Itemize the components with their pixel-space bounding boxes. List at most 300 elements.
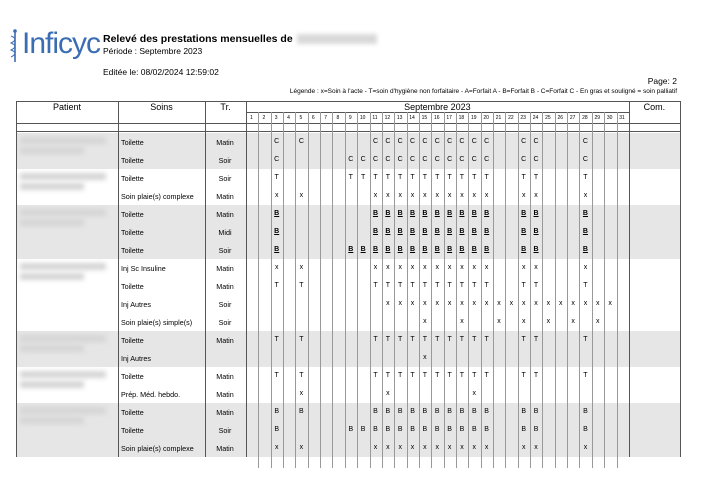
soin-label: Toilette	[121, 210, 144, 219]
day-mark: B	[372, 246, 379, 253]
day-mark: B	[484, 246, 490, 253]
col-soins-header: Soins	[150, 102, 173, 112]
day-mark: T	[422, 174, 428, 181]
day-mark: B	[533, 426, 539, 433]
day-divider	[530, 112, 531, 468]
day-mark: C	[484, 156, 490, 163]
day-mark: T	[373, 336, 378, 343]
day-mark: B	[410, 246, 416, 253]
caduceus-icon	[10, 28, 20, 62]
day-mark: B	[372, 210, 379, 217]
day-divider	[518, 112, 519, 468]
tr-label: Matin	[216, 264, 234, 273]
day-mark: T	[447, 336, 452, 343]
day-mark: B	[434, 228, 440, 235]
day-mark: T	[385, 336, 390, 343]
tr-label: Soir	[218, 246, 232, 255]
day-mark: x	[435, 444, 439, 451]
day-mark: x	[472, 264, 477, 271]
day-mark: x	[423, 318, 427, 325]
day-mark: T	[472, 336, 477, 343]
day-mark: B	[397, 228, 403, 235]
patient-name-redacted	[20, 407, 106, 414]
day-mark: B	[422, 210, 428, 217]
patient-name-redacted	[20, 417, 84, 424]
tr-label: Soir	[218, 426, 232, 435]
day-mark: C	[471, 138, 477, 145]
soin-label: Toilette	[121, 336, 144, 345]
day-header: 26	[557, 115, 564, 121]
col-com-header: Com.	[643, 102, 666, 112]
report-period: Période : Septembre 2023	[103, 46, 203, 56]
day-header: 11	[372, 115, 378, 121]
day-mark: B	[459, 228, 465, 235]
day-header: 15	[421, 115, 428, 121]
day-header: 10	[359, 115, 366, 121]
day-mark: C	[274, 138, 280, 145]
day-mark: T	[447, 174, 452, 181]
day-mark: T	[459, 336, 465, 343]
soin-label: Toilette	[121, 174, 144, 183]
day-mark: x	[274, 192, 279, 199]
day-divider	[332, 112, 333, 468]
day-mark: T	[398, 336, 403, 343]
edit-date: Editée le: 08/02/2024 12:59:02	[103, 67, 219, 77]
day-header: 27	[569, 115, 576, 121]
day-mark: x	[509, 300, 514, 307]
tr-label: Matin	[216, 282, 234, 291]
day-mark: x	[447, 300, 452, 307]
patient-name-redacted	[20, 263, 106, 270]
tr-label: Matin	[216, 192, 234, 201]
day-header: 21	[495, 115, 502, 121]
day-header: 22	[508, 115, 514, 121]
day-mark: B	[274, 246, 280, 253]
day-mark: x	[497, 318, 501, 325]
day-header: 18	[458, 115, 465, 121]
day-mark: B	[582, 210, 588, 217]
tr-label: Matin	[216, 336, 234, 345]
day-mark: B	[434, 246, 440, 253]
day-mark: B	[447, 246, 453, 253]
day-mark: x	[460, 444, 464, 451]
tr-label: Soir	[218, 300, 232, 309]
day-mark: B	[274, 210, 280, 217]
day-mark: C	[372, 138, 379, 145]
day-mark: B	[521, 246, 527, 253]
day-mark: x	[472, 444, 477, 451]
day-mark: x	[521, 444, 526, 451]
day-divider	[382, 112, 383, 468]
day-mark: x	[410, 444, 415, 451]
day-mark: T	[361, 174, 366, 181]
tr-label: Matin	[216, 390, 234, 399]
soin-label: Toilette	[121, 426, 144, 435]
soin-label: Toilette	[121, 372, 144, 381]
day-mark: x	[447, 264, 452, 271]
day-mark: x	[423, 264, 427, 271]
day-mark: C	[447, 156, 453, 163]
day-header: 30	[606, 115, 613, 121]
day-mark: B	[422, 228, 428, 235]
logo-text: Inficyc	[22, 27, 101, 60]
day-mark: C	[434, 156, 440, 163]
day-mark: C	[397, 138, 403, 145]
day-mark: x	[484, 300, 489, 307]
column-divider	[680, 101, 681, 457]
column-divider	[205, 101, 206, 457]
day-mark: B	[484, 408, 489, 415]
day-mark: T	[533, 174, 539, 181]
day-divider	[431, 112, 432, 468]
inficyc-logo	[6, 24, 101, 64]
day-mark: B	[471, 426, 477, 433]
day-divider	[258, 112, 259, 468]
day-mark: T	[521, 336, 526, 343]
day-mark: C	[422, 138, 428, 145]
day-mark: T	[274, 174, 279, 181]
patient-name-redacted	[20, 137, 106, 144]
day-mark: T	[484, 372, 489, 379]
day-divider	[419, 112, 420, 468]
day-mark: B	[583, 408, 588, 415]
day-mark: B	[447, 210, 453, 217]
day-mark: B	[385, 228, 391, 235]
day-mark: T	[410, 336, 415, 343]
day-divider	[567, 112, 568, 468]
column-divider	[246, 101, 247, 457]
day-mark: x	[559, 300, 563, 307]
day-header: 19	[471, 115, 477, 121]
column-divider	[629, 101, 630, 457]
page-number: Page: 2	[647, 76, 677, 86]
day-mark: B	[373, 426, 378, 433]
day-mark: B	[521, 228, 527, 235]
day-mark: T	[435, 372, 440, 379]
report-title: Relevé des prestations mensuelles de	[103, 33, 377, 45]
day-header: 28	[582, 115, 588, 121]
day-header: 24	[532, 115, 539, 121]
day-mark: B	[434, 408, 440, 415]
day-divider	[456, 112, 457, 468]
day-header: 23	[520, 115, 526, 121]
day-mark: C	[298, 138, 304, 145]
day-mark: C	[484, 138, 490, 145]
day-mark: x	[435, 264, 439, 271]
day-mark: x	[423, 192, 427, 199]
day-mark: x	[571, 318, 575, 325]
day-divider	[604, 112, 605, 468]
soin-label: Toilette	[121, 408, 144, 417]
day-mark: T	[583, 282, 588, 289]
day-mark: T	[484, 336, 489, 343]
day-mark: B	[410, 228, 416, 235]
day-divider	[320, 112, 321, 468]
day-header: 7	[324, 115, 327, 121]
day-mark: B	[410, 210, 416, 217]
day-mark: T	[274, 336, 279, 343]
day-mark: B	[582, 246, 588, 253]
day-mark: B	[385, 408, 391, 415]
day-mark: x	[521, 264, 526, 271]
day-mark: x	[472, 192, 477, 199]
day-mark: T	[447, 282, 452, 289]
day-mark: B	[459, 246, 465, 253]
day-divider	[407, 112, 408, 468]
day-mark: B	[471, 408, 477, 415]
day-header: 8	[336, 115, 340, 121]
day-mark: x	[534, 192, 538, 199]
day-mark: x	[521, 318, 526, 325]
day-divider	[345, 112, 346, 468]
day-header: 9	[348, 115, 352, 121]
day-mark: x	[398, 444, 402, 451]
tr-label: Matin	[216, 210, 234, 219]
day-mark: T	[299, 336, 304, 343]
day-divider	[468, 112, 469, 468]
day-mark: x	[398, 300, 402, 307]
day-mark: x	[484, 264, 489, 271]
day-mark: x	[460, 318, 464, 325]
day-mark: T	[410, 174, 415, 181]
day-mark: B	[385, 246, 391, 253]
day-header: 16	[433, 115, 440, 121]
patient-name-redacted	[20, 173, 106, 180]
day-mark: T	[533, 336, 539, 343]
day-mark: B	[484, 228, 490, 235]
day-mark: T	[398, 174, 403, 181]
day-mark: B	[397, 426, 403, 433]
day-header: 13	[396, 115, 403, 121]
day-mark: C	[459, 138, 465, 145]
day-mark: T	[373, 372, 378, 379]
soin-label: Inj Autres	[121, 300, 151, 309]
day-mark: B	[397, 210, 403, 217]
day-header: 14	[409, 115, 415, 121]
soin-label: Toilette	[121, 156, 144, 165]
day-mark: T	[299, 282, 304, 289]
patient-name-redacted	[20, 381, 84, 388]
day-mark: B	[533, 210, 539, 217]
day-mark: C	[410, 138, 416, 145]
day-mark: B	[447, 228, 453, 235]
day-mark: T	[484, 174, 489, 181]
day-header: 29	[594, 115, 601, 121]
day-mark: B	[422, 426, 428, 433]
day-mark: B	[348, 246, 354, 253]
day-mark: T	[521, 282, 526, 289]
day-divider	[493, 112, 494, 468]
day-mark: B	[360, 246, 366, 253]
day-mark: B	[583, 426, 588, 433]
day-header: 12	[384, 115, 391, 121]
day-mark: B	[348, 426, 354, 433]
day-mark: B	[521, 426, 527, 433]
day-mark: B	[410, 408, 415, 415]
day-mark: C	[521, 138, 527, 145]
day-header: 5	[299, 115, 303, 121]
day-mark: T	[422, 336, 428, 343]
day-mark: x	[497, 300, 501, 307]
patient-name-redacted	[20, 209, 106, 216]
day-mark: x	[447, 444, 452, 451]
tr-label: Soir	[218, 318, 232, 327]
day-mark: T	[299, 372, 304, 379]
day-mark: x	[472, 300, 477, 307]
day-divider	[555, 112, 556, 468]
day-mark: x	[299, 390, 304, 397]
day-header: 6	[311, 115, 315, 121]
day-mark: B	[422, 246, 428, 253]
day-mark: x	[386, 192, 390, 199]
day-mark: x	[398, 264, 402, 271]
day-mark: B	[484, 210, 490, 217]
day-mark: T	[447, 372, 452, 379]
day-divider	[617, 112, 618, 468]
day-mark: C	[459, 156, 465, 163]
day-mark: C	[521, 156, 527, 163]
day-mark: T	[472, 372, 477, 379]
day-mark: x	[274, 444, 279, 451]
day-mark: x	[521, 192, 526, 199]
day-mark: x	[410, 192, 415, 199]
day-mark: T	[348, 174, 353, 181]
soin-label: Soin plaie(s) simple(s)	[121, 318, 193, 327]
day-mark: x	[299, 264, 304, 271]
day-header: 31	[619, 115, 625, 121]
day-divider	[542, 112, 543, 468]
day-mark: B	[360, 426, 366, 433]
day-mark: C	[471, 156, 477, 163]
tr-label: Soir	[218, 156, 232, 165]
day-mark: C	[582, 138, 588, 145]
day-mark: B	[447, 426, 452, 433]
day-mark: B	[521, 408, 527, 415]
day-mark: B	[373, 408, 378, 415]
day-mark: B	[533, 228, 539, 235]
day-mark: B	[533, 246, 539, 253]
day-mark: T	[533, 282, 539, 289]
header-mid-line	[246, 112, 629, 113]
soin-label: Toilette	[121, 228, 144, 237]
day-mark: C	[533, 156, 539, 163]
day-mark: C	[533, 138, 539, 145]
col-tr-header: Tr.	[220, 102, 231, 112]
day-mark: C	[348, 156, 354, 163]
col-patient-header: Patient	[52, 102, 82, 112]
day-mark: T	[583, 336, 588, 343]
day-mark: x	[460, 192, 464, 199]
patient-name-redacted	[20, 345, 84, 352]
tr-label: Soir	[218, 174, 232, 183]
day-mark: T	[459, 174, 465, 181]
day-mark: C	[360, 156, 366, 163]
tr-label: Matin	[216, 372, 234, 381]
day-mark: x	[546, 318, 551, 325]
day-mark: B	[410, 426, 415, 433]
day-mark: x	[423, 354, 427, 361]
tr-label: Midi	[218, 228, 232, 237]
day-mark: x	[410, 264, 415, 271]
day-mark: T	[435, 174, 440, 181]
day-mark: x	[583, 444, 588, 451]
patient-name-redacted	[20, 273, 84, 280]
day-mark: B	[471, 228, 477, 235]
day-divider	[357, 112, 358, 468]
day-divider	[394, 112, 395, 468]
day-mark: C	[447, 138, 453, 145]
day-header: 17	[446, 115, 452, 121]
day-mark: T	[274, 372, 279, 379]
day-mark: B	[471, 246, 477, 253]
day-mark: T	[385, 372, 390, 379]
day-mark: B	[397, 408, 403, 415]
soin-label: Toilette	[121, 282, 144, 291]
patient-name-redacted	[20, 219, 84, 226]
soin-label: Inj Sc Insuline	[121, 264, 166, 273]
column-divider	[16, 101, 17, 457]
day-mark: x	[423, 300, 427, 307]
day-mark: B	[459, 210, 465, 217]
day-mark: x	[608, 300, 612, 307]
day-mark: C	[385, 138, 391, 145]
day-divider	[308, 112, 309, 468]
day-mark: x	[583, 264, 588, 271]
patient-name-redacted	[20, 183, 84, 190]
day-mark: T	[422, 372, 428, 379]
day-mark: x	[373, 264, 378, 271]
day-mark: B	[471, 210, 477, 217]
day-mark: x	[571, 300, 575, 307]
day-mark: T	[583, 372, 588, 379]
day-mark: T	[398, 372, 403, 379]
day-mark: x	[386, 300, 390, 307]
day-mark: C	[274, 156, 280, 163]
soin-label: Soin plaie(s) complexe	[121, 192, 194, 201]
day-divider	[283, 112, 284, 468]
day-mark: T	[435, 336, 440, 343]
day-divider	[592, 112, 593, 468]
day-mark: B	[484, 426, 489, 433]
day-mark: x	[398, 192, 402, 199]
day-mark: T	[521, 372, 526, 379]
day-mark: B	[582, 228, 588, 235]
day-mark: C	[397, 156, 403, 163]
day-mark: B	[521, 210, 527, 217]
day-mark: B	[434, 426, 440, 433]
day-mark: B	[274, 228, 280, 235]
day-mark: T	[385, 174, 390, 181]
day-mark: x	[373, 192, 378, 199]
day-mark: T	[410, 372, 415, 379]
tr-label: Matin	[216, 408, 234, 417]
day-mark: B	[397, 246, 403, 253]
day-divider	[271, 112, 272, 468]
day-mark: B	[422, 408, 428, 415]
day-mark: x	[386, 264, 390, 271]
day-divider	[444, 112, 445, 468]
day-mark: x	[423, 444, 427, 451]
day-mark: x	[484, 192, 489, 199]
day-mark: C	[422, 156, 428, 163]
day-mark: B	[299, 408, 304, 415]
day-mark: x	[435, 300, 439, 307]
soin-label: Inj Autres	[121, 354, 151, 363]
day-mark: x	[299, 444, 304, 451]
day-mark: B	[274, 408, 280, 415]
day-mark: T	[459, 372, 465, 379]
day-mark: T	[472, 174, 477, 181]
